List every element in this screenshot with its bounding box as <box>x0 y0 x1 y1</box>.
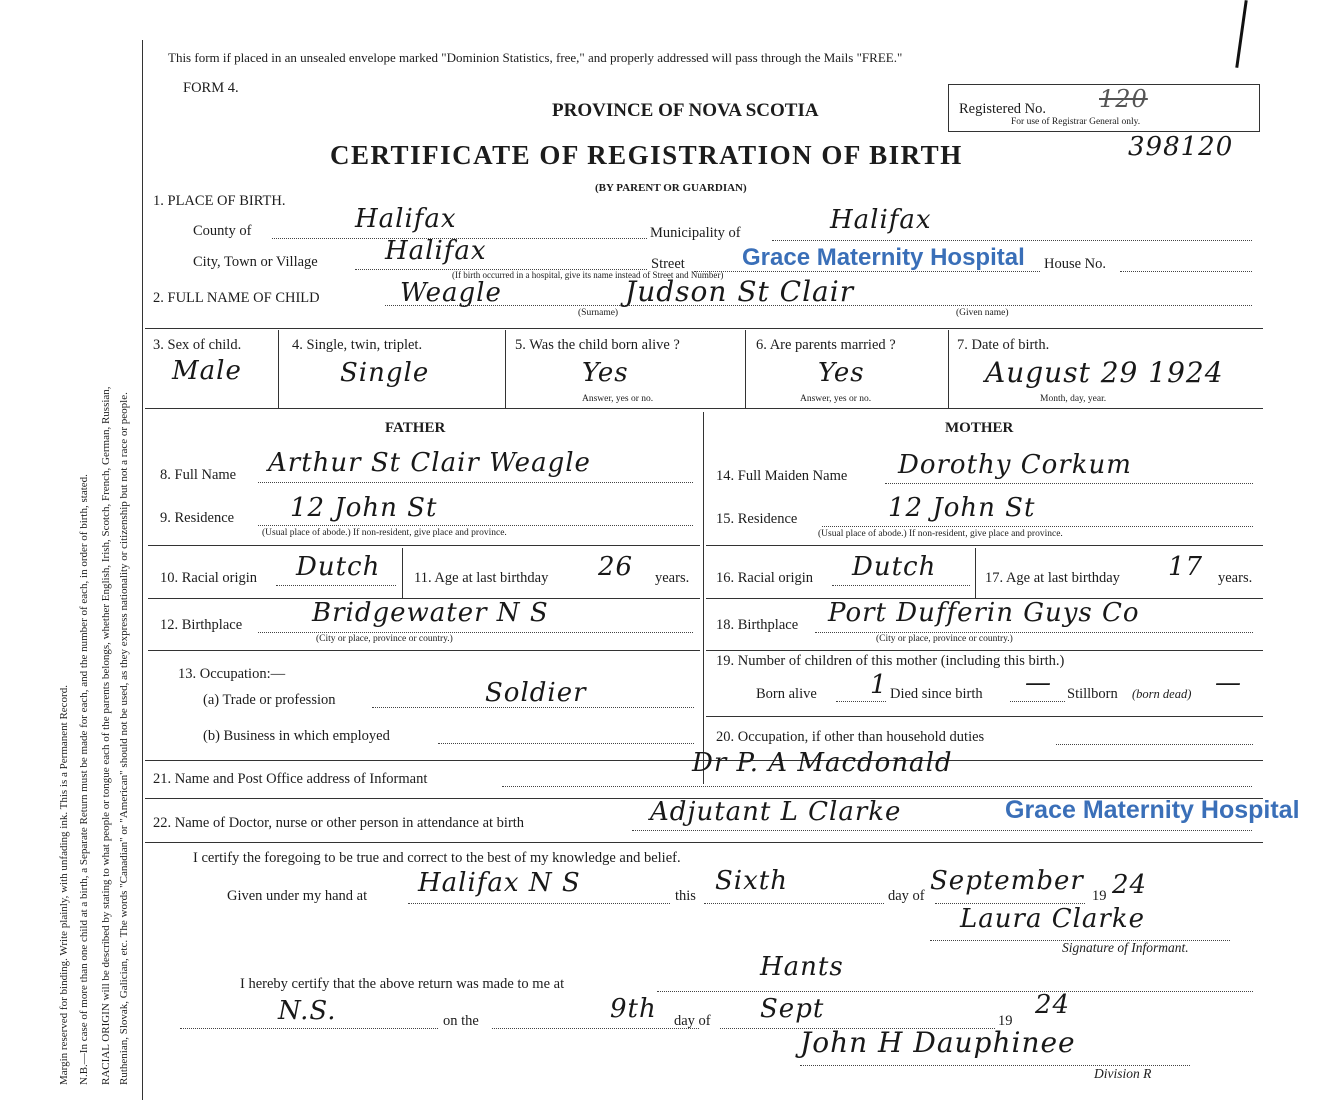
division-label: Division R <box>1094 1066 1152 1081</box>
father-racial-line <box>276 585 396 586</box>
father-residence-note: (Usual place of abode.) If non-resident, give place and province. <box>262 528 507 538</box>
divider <box>505 330 506 408</box>
mother-age-years: years. <box>1218 570 1253 586</box>
informant-signature: Laura Clarke <box>960 904 1145 934</box>
day-value: Sixth <box>715 866 788 896</box>
municipality-label: Municipality of <box>650 225 741 241</box>
born-alive-count: 1 <box>870 670 888 700</box>
mother-residence-note: (Usual place of abode.) If non-resident, give place and province. <box>818 529 1063 539</box>
married-answer-note: Answer, yes or no. <box>800 394 872 404</box>
county-label: County of <box>193 223 252 239</box>
certify-place-value-2: N.S. <box>278 996 337 1026</box>
stillborn-label: Stillborn <box>1067 686 1118 702</box>
father-trade-value: Soldier <box>485 678 587 708</box>
dob-label: 7. Date of birth. <box>957 337 1050 353</box>
city-value: Halifax <box>385 236 487 266</box>
rule <box>706 545 1263 546</box>
certify-statement: I certify the foregoing to be true and correct to the best of my knowledge and belief. <box>193 850 681 866</box>
born-alive-value: Yes <box>582 358 629 388</box>
father-trade-label: (a) Trade or profession <box>203 692 336 708</box>
mother-residence-value: 12 John St <box>888 493 1036 523</box>
certify-place-line <box>657 991 1253 992</box>
day-of-label-2: day of <box>674 1013 711 1029</box>
father-birthplace-note: (City or place, province or country.) <box>316 634 453 644</box>
father-racial-value: Dutch <box>296 552 381 582</box>
page-title: CERTIFICATE OF REGISTRATION OF BIRTH <box>330 140 963 170</box>
on-the-line <box>492 1028 699 1029</box>
attendant-label: 22. Name of Doctor, nurse or other person in attendance at birth <box>153 815 525 831</box>
father-residence-value: 12 John St <box>290 493 438 523</box>
this-label: this <box>675 888 696 904</box>
father-business-label: (b) Business in which employed <box>203 728 390 744</box>
mother-residence-label: 15. Residence <box>716 511 798 527</box>
form-number: FORM 4. <box>183 80 239 96</box>
father-age-years: years. <box>655 570 690 586</box>
died-line <box>1010 701 1065 702</box>
province-heading: PROVINCE OF NOVA SCOTIA <box>552 100 819 121</box>
margin-note-binding: Margin reserved for binding. Write plainly, with unfading ink. This is a Permanent Record. <box>58 685 70 1085</box>
rule <box>706 650 1263 651</box>
rule-child-info-top <box>145 328 1263 329</box>
margin-note-racial-origin-cont: Ruthenian, Slovak, Galician, etc. The words "Canadian" or "American" should not be used, as they express nationality or citizenship but not a race or people. <box>118 392 130 1085</box>
father-name-label: 8. Full Name <box>160 467 237 483</box>
mother-occupation-label: 20. Occupation, if other than household duties <box>716 729 985 745</box>
divider <box>402 548 403 598</box>
registered-number-box <box>948 84 1260 132</box>
rule <box>148 650 700 651</box>
born-alive-count-label: Born alive <box>756 686 817 702</box>
on-the-value: 9th <box>610 994 657 1024</box>
mother-racial-label: 16. Racial origin <box>716 570 814 586</box>
died-label: Died since birth <box>890 686 983 702</box>
stillborn-note: (born dead) <box>1132 687 1192 701</box>
sex-label: 3. Sex of child. <box>153 337 242 353</box>
mother-birthplace-note: (City or place, province or country.) <box>876 634 1013 644</box>
mother-residence-line <box>822 526 1253 527</box>
day-line <box>704 903 884 904</box>
plurality-value: Single <box>340 358 430 388</box>
hereby-certify-label: I hereby certify that the above return was made to me at <box>240 976 565 992</box>
father-birthplace-label: 12. Birthplace <box>160 617 243 633</box>
mother-birthplace-value: Port Dufferin Guys Co <box>828 598 1140 628</box>
mother-children-label: 19. Number of children of this mother (including this birth.) <box>716 653 1065 669</box>
rule-certification-top <box>145 842 1263 843</box>
alive-answer-note: Answer, yes or no. <box>582 394 654 404</box>
day-of-label: day of <box>888 888 925 904</box>
rule <box>706 716 1263 717</box>
plurality-label: 4. Single, twin, triplet. <box>292 337 423 353</box>
married-label: 6. Are parents married ? <box>756 337 896 353</box>
mail-notice: This form if placed in an unsealed envelope marked "Dominion Statistics, free," and properly addressed will pass through the Mails "FREE." <box>168 50 903 65</box>
father-residence-label: 9. Residence <box>160 510 235 526</box>
mother-birthplace-line <box>815 632 1253 633</box>
signature-label: Signature of Informant. <box>1062 940 1189 955</box>
mother-age-label: 17. Age at last birthday <box>985 570 1120 586</box>
mother-name-value: Dorothy Corkum <box>898 450 1132 480</box>
municipality-line <box>772 240 1252 241</box>
given-note: (Given name) <box>956 308 1009 318</box>
father-business-line <box>438 743 694 744</box>
father-age-value: 26 <box>598 552 634 582</box>
margin-note-multiple-births: N.B.—In case of more than one child at a birth, a Separate Return must be made for each, and the number of each, in order of birth, stated. <box>78 474 90 1085</box>
certify-place-value: Hants <box>760 952 844 982</box>
pen-mark <box>1235 0 1247 68</box>
registration-number: 398120 <box>1128 132 1234 162</box>
registered-value: 120 <box>1099 85 1148 113</box>
informant-line <box>502 786 1252 787</box>
father-birthplace-value: Bridgewater N S <box>312 598 549 628</box>
father-birthplace-line <box>258 632 693 633</box>
attendant-hospital-stamp: Grace Maternity Hospital <box>1005 796 1300 824</box>
mother-occupation-line <box>1056 744 1253 745</box>
father-racial-label: 10. Racial origin <box>160 570 258 586</box>
hospital-stamp: Grace Maternity Hospital <box>742 244 1025 271</box>
born-alive-count-line <box>836 701 886 702</box>
mother-name-label: 14. Full Maiden Name <box>716 468 848 484</box>
house-line <box>1120 271 1252 272</box>
child-given-name: Judson St Clair <box>625 275 855 308</box>
mother-racial-value: Dutch <box>852 552 937 582</box>
father-name-value: Arthur St Clair Weagle <box>268 448 591 478</box>
place-of-birth-heading: 1. PLACE OF BIRTH. <box>153 193 286 209</box>
divider <box>278 330 279 408</box>
on-the-label: on the <box>443 1013 479 1029</box>
divider <box>975 548 976 598</box>
hospital-note: (If birth occurred in a hospital, give its name instead of Street and Number) <box>452 270 724 280</box>
house-label: House No. <box>1044 256 1107 272</box>
margin-note-racial-origin: RACIAL ORIGIN will be described by stating to what people or tongue each of the parents belongs, whether English, Irish, Scotch, French, German, Russian, <box>100 386 112 1085</box>
dob-value: August 29 1924 <box>985 356 1224 389</box>
given-under-label: Given under my hand at <box>227 888 368 904</box>
given-place-line <box>408 903 670 904</box>
parents-center-divider <box>703 412 704 784</box>
registered-label: Registered No. <box>959 101 1046 117</box>
surname-note: (Surname) <box>578 308 619 318</box>
attendant-line <box>632 830 1252 831</box>
binding-margin-line <box>142 40 143 1100</box>
stillborn-count: — <box>1215 668 1242 698</box>
year-prefix: 19 <box>1092 888 1107 904</box>
divider <box>948 330 949 408</box>
mother-age-value: 17 <box>1168 552 1204 582</box>
city-label: City, Town or Village <box>193 254 318 270</box>
month-value: September <box>930 866 1084 896</box>
mother-birthplace-label: 18. Birthplace <box>716 617 799 633</box>
margin-notes <box>0 0 140 1107</box>
year-value: 24 <box>1112 870 1148 900</box>
month2-value: Sept <box>760 994 825 1024</box>
mother-racial-line <box>832 585 970 586</box>
mother-heading: MOTHER <box>945 420 1014 436</box>
married-value: Yes <box>818 358 865 388</box>
municipality-value: Halifax <box>830 205 932 235</box>
attendant-value: Adjutant L Clarke <box>650 797 902 827</box>
year2-value: 24 <box>1035 990 1071 1020</box>
child-surname: Weagle <box>400 278 502 308</box>
page-subtitle: (BY PARENT OR GUARDIAN) <box>595 182 747 194</box>
father-heading: FATHER <box>385 420 446 436</box>
born-alive-label: 5. Was the child born alive ? <box>515 337 680 353</box>
father-name-line <box>258 482 693 483</box>
certify-place-line-2 <box>180 1028 438 1029</box>
divider <box>745 330 746 408</box>
father-age-label: 11. Age at last birthday <box>414 570 549 586</box>
street-label: Street <box>651 256 685 272</box>
year2-prefix: 19 <box>998 1013 1013 1029</box>
rule-parents-top <box>145 408 1263 409</box>
given-place-value: Halifax N S <box>418 868 581 898</box>
father-occupation-label: 13. Occupation:— <box>178 666 286 682</box>
registrar-signature: John H Dauphinee <box>800 1026 1076 1059</box>
informant-label: 21. Name and Post Office address of Informant <box>153 771 428 787</box>
informant-value: Dr P. A Macdonald <box>692 748 953 778</box>
rule <box>148 545 700 546</box>
registrar-note: For use of Registrar General only. <box>1011 117 1141 127</box>
mother-name-line <box>885 483 1253 484</box>
county-value: Halifax <box>355 204 457 234</box>
died-count: — <box>1025 668 1052 698</box>
dob-note: Month, day, year. <box>1040 394 1107 404</box>
sex-value: Male <box>172 356 242 386</box>
father-residence-line <box>258 525 693 526</box>
child-name-label: 2. FULL NAME OF CHILD <box>153 290 320 306</box>
